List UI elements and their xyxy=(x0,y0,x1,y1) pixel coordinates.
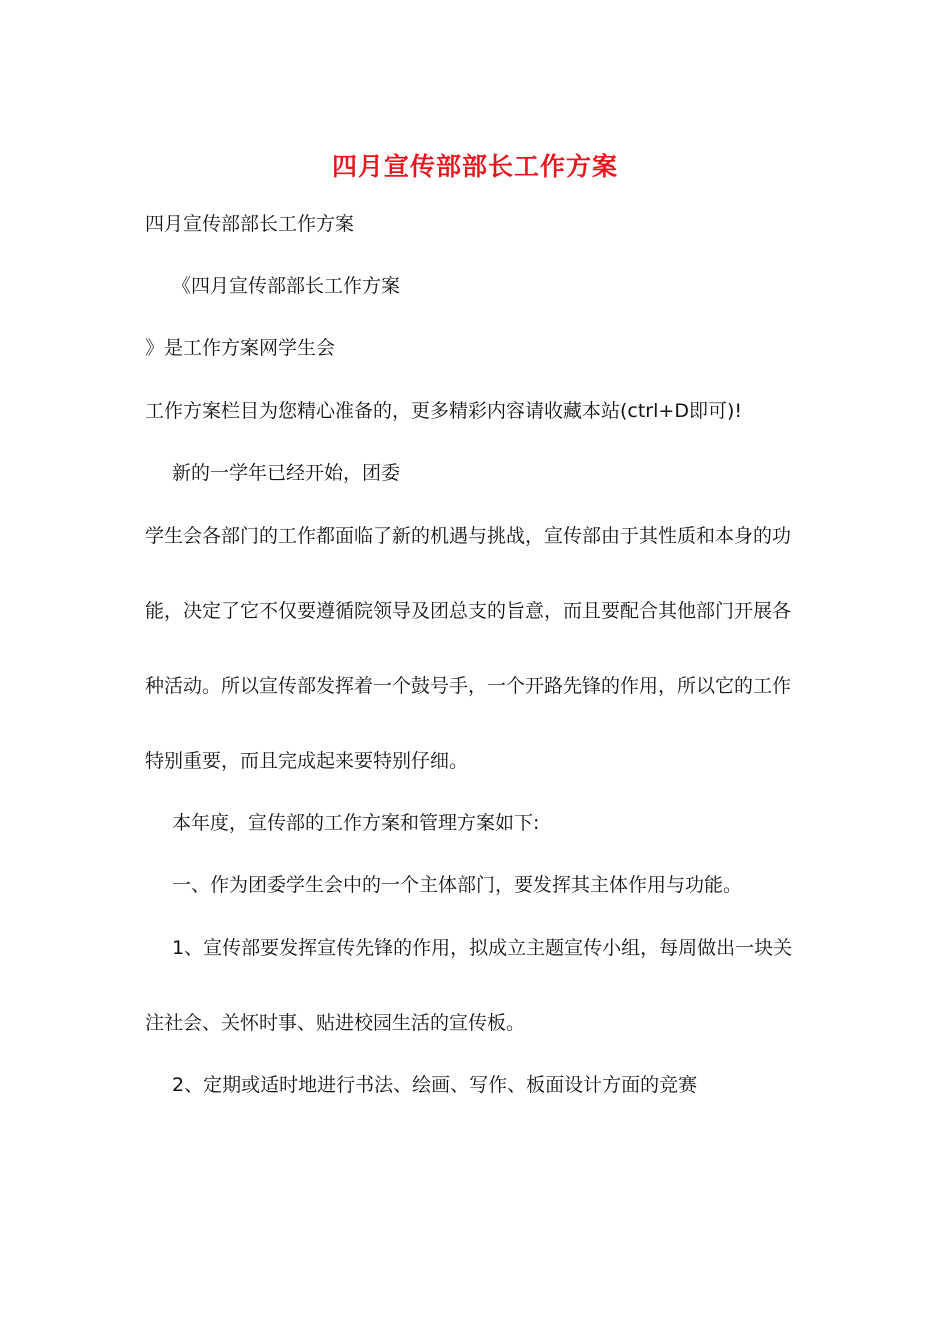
text-line-12: 1、宣传部要发挥宣传先锋的作用，拟成立主题宣传小组，每周做出一块关 xyxy=(172,937,793,959)
document-title: 四月宣传部部长工作方案 xyxy=(331,152,618,181)
text-line-2: 《四月宣传部部长工作方案 xyxy=(172,275,401,297)
text-line-14: 2、定期或适时地进行书法、绘画、写作、板面设计方面的竞赛 xyxy=(172,1074,698,1096)
text-line-6: 学生会各部门的工作都面临了新的机遇与挑战，宣传部由于其性质和本身的功 xyxy=(145,525,792,547)
text-line-8: 种活动。所以宣传部发挥着一个鼓号手，一个开路先锋的作用，所以它的工作 xyxy=(145,675,792,697)
text-line-4: 工作方案栏目为您精心准备的，更多精彩内容请收藏本站(ctrl+D即可)! xyxy=(145,400,742,422)
text-line-9: 特别重要，而且完成起来要特别仔细。 xyxy=(145,750,469,772)
text-line-11: 一、作为团委学生会中的一个主体部门，要发挥其主体作用与功能。 xyxy=(172,874,743,896)
text-line-7: 能，决定了它不仅要遵循院领导及团总支的旨意，而且要配合其他部门开展各 xyxy=(145,600,792,622)
text-line-3: 》是工作方案网学生会 xyxy=(145,337,336,359)
text-line-13: 注社会、关怀时事、贴进校园生活的宣传板。 xyxy=(145,1012,526,1034)
text-line-5: 新的一学年已经开始，团委 xyxy=(172,462,401,484)
text-line-10: 本年度，宣传部的工作方案和管理方案如下: xyxy=(172,812,540,834)
text-line-1: 四月宣传部部长工作方案 xyxy=(145,213,355,235)
